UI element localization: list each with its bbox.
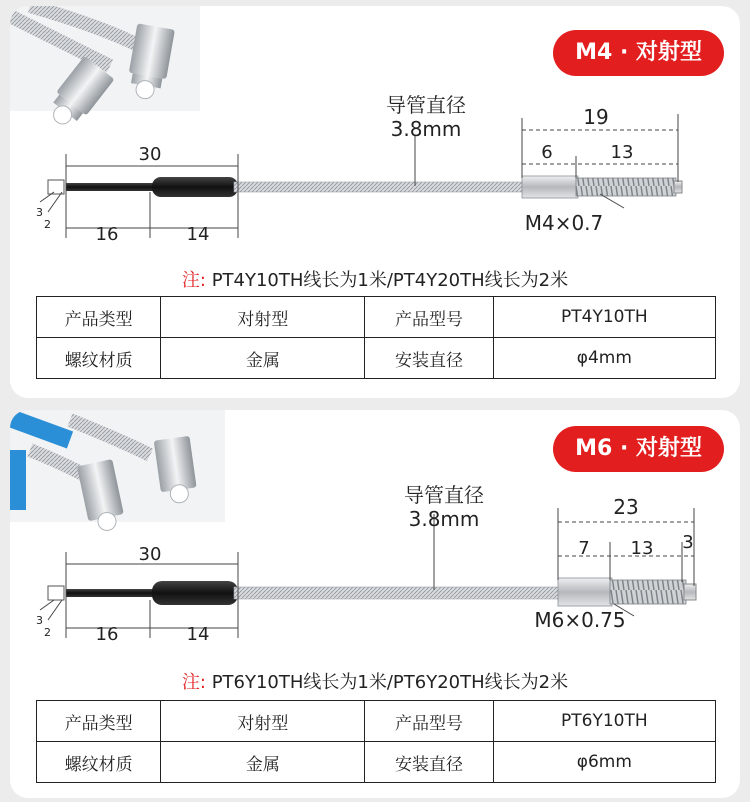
m6-dim-sleeve-thread: 13 (630, 538, 654, 559)
m4-dim-left: 16 (95, 224, 119, 245)
m4-type-badge: M4 · 对射型 (553, 30, 724, 76)
m6-dim-total: 30 (138, 544, 162, 565)
table-cell: PT6Y10TH (493, 701, 715, 742)
table-cell: 安装直径 (365, 338, 493, 379)
table-cell: 对射型 (161, 297, 365, 338)
table-row (37, 701, 716, 742)
table-cell: φ4mm (493, 338, 715, 379)
sensor-photo (10, 410, 225, 534)
m6-dim-right: 14 (186, 624, 210, 645)
m4-dim-sleeve-overall: 19 (583, 105, 609, 129)
m4-thread-label: M4×0.7 (524, 211, 604, 235)
m6-dim-sleeve-tip: 3 (682, 532, 694, 553)
table-cell: 螺纹材质 (37, 338, 161, 379)
table-cell: 产品型号 (365, 297, 493, 338)
table-cell: φ6mm (493, 742, 715, 783)
m6-dim-sleeve-plain: 7 (578, 538, 590, 559)
m6-dim-small-b: 2 (44, 626, 51, 639)
m4-sensor-body (48, 176, 682, 198)
table-cell: 产品类型 (37, 701, 161, 742)
table-cell: 产品类型 (37, 297, 161, 338)
table-cell: 金属 (161, 742, 365, 783)
m6-note (10, 668, 740, 694)
m6-tube-value: 3.8mm (408, 507, 480, 531)
m6-spec-table (36, 700, 716, 783)
m6-thread-label: M6×0.75 (534, 608, 626, 632)
table-cell: 产品型号 (365, 701, 493, 742)
table-row (37, 338, 716, 379)
m6-note-label: 注: (181, 672, 206, 693)
m6-note-text: PT6Y10TH线长为1米/PT6Y20TH线长为2米 (211, 672, 569, 693)
m4-note-text: PT4Y10TH线长为1米/PT4Y20TH线长为2米 (211, 270, 569, 291)
product-card-m4 (10, 6, 740, 398)
m6-tube-label: 导管直径 (404, 483, 484, 507)
m4-dim-total: 30 (138, 144, 162, 165)
m6-dim-sleeve-overall: 23 (613, 495, 639, 519)
sensor-photo (10, 6, 200, 134)
m4-tube-value: 3.8mm (390, 117, 462, 141)
m6-dim-small-a: 3 (36, 614, 43, 627)
table-cell: 安装直径 (365, 742, 493, 783)
table-cell: PT4Y10TH (493, 297, 715, 338)
m4-dim-small-a: 3 (36, 206, 43, 219)
table-cell: 对射型 (161, 701, 365, 742)
m4-dim-small-b: 2 (44, 218, 51, 231)
m4-note (10, 266, 740, 292)
table-row (37, 742, 716, 783)
m4-spec-table (36, 296, 716, 379)
m6-type-badge: M6 · 对射型 (553, 426, 724, 472)
table-cell: 金属 (161, 338, 365, 379)
product-card-m6 (10, 410, 740, 798)
table-cell: 螺纹材质 (37, 742, 161, 783)
table-row (37, 297, 716, 338)
m6-sensor-body (48, 578, 696, 606)
m6-dim-left: 16 (95, 624, 119, 645)
m4-dim-right: 14 (186, 224, 210, 245)
m4-tube-label: 导管直径 (386, 93, 466, 117)
m4-note-label: 注: (181, 270, 206, 291)
m4-dim-sleeve-plain: 6 (541, 142, 553, 163)
m4-dim-sleeve-thread: 13 (610, 142, 634, 163)
